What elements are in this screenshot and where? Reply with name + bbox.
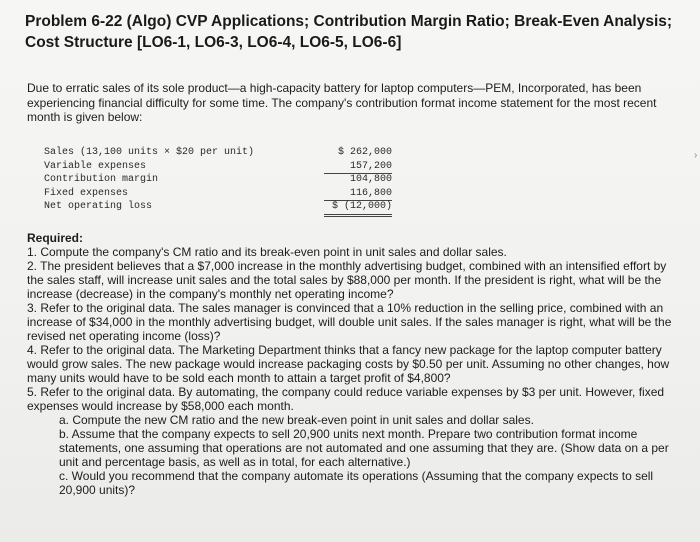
statement-label: Contribution margin	[44, 174, 159, 185]
statement-row-fixed-expenses	[44, 187, 404, 201]
required-item-3: 3. Refer to the original data. The sales manager is convinced that a 10% reduction in the selling price, combined with an increase of $34,000 in the monthly advertising budget, will double unit sales. If the sales manager is right, what will be the revised net operating income (loss)?	[27, 301, 672, 343]
statement-value: 104,800	[349, 174, 392, 185]
statement-row-contribution-margin	[44, 173, 404, 187]
statement-row-net-operating-loss	[44, 200, 404, 214]
income-statement	[44, 146, 404, 214]
statement-label: Fixed expenses	[44, 187, 129, 199]
statement-label: Variable expenses	[44, 160, 147, 172]
required-sub-item-a: a. Compute the new CM ratio and the new break-even point in unit sales and dollar sales.	[59, 413, 534, 427]
statement-label: Net operating loss	[44, 201, 153, 212]
required-item-2: 2. The president believes that a $7,000 increase in the monthly advertising budget, combined with an intensified effort by the sales staff, will increase unit sales and the total sales by $88,000 per month. If the president is right, what will be the increase (decrease) in the company's monthly net operating income?	[27, 259, 667, 301]
statement-row-variable-expenses	[44, 160, 404, 174]
statement-label: Sales (13,100 units × $20 per unit)	[44, 147, 255, 158]
intro-paragraph: Due to erratic sales of its sole product—a high-capacity battery for laptop computers—PEM, Incorporated, has been experiencing financial difficulty for some time. The company's contribution format income statement for the most recent month is given below:	[27, 81, 657, 124]
statement-value: $ 262,000	[337, 147, 392, 158]
required-item-1: 1. Compute the company's CM ratio and its break-even point in unit sales and dollar sales.	[27, 245, 507, 259]
required-sub-item-b: b. Assume that the company expects to sell 20,900 units next month. Prepare two contribution format income statements, one assuming that operations are not automated and one assuming that they are. (Show data on a per unit and percentage basis, as well as in total, for each alternative.)	[59, 427, 669, 469]
required-item-5: 5. Refer to the original data. By automating, the company could reduce variable expenses by $3 per unit. However, fixed expenses would increase by $58,000 each month.	[27, 385, 665, 413]
statement-row-sales	[44, 146, 404, 160]
required-sub-item-c: c. Would you recommend that the company automate its operations (Assuming that the company expects to sell 20,900 units)?	[59, 469, 654, 497]
statement-value: 116,800	[324, 187, 392, 202]
required-section	[27, 231, 672, 497]
required-item-4: 4. Refer to the original data. The Marketing Department thinks that a fancy new package for the laptop computer battery would grow sales. The new package would increase packaging costs by $0.50 per unit. Assuming no other changes, how many units would have to be sold each month to attain a target profit of $4,800?	[27, 343, 670, 385]
statement-value: 157,200	[324, 160, 392, 175]
statement-value: $ (12,000)	[324, 200, 392, 217]
chevron-right-icon: ›	[694, 150, 698, 161]
required-heading: Required:	[27, 231, 84, 245]
problem-title: Problem 6-22 (Algo) CVP Applications; Contribution Margin Ratio; Break-Even Analysis; Cost Structure [LO6-1, LO6-3, LO6-4, LO6-5, LO6-6]	[25, 13, 673, 51]
